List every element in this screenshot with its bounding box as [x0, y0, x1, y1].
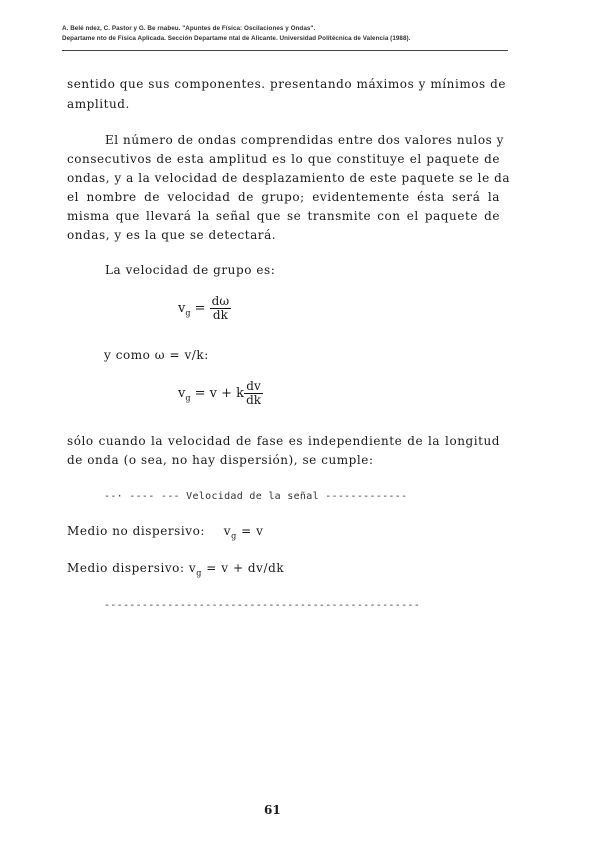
- eq1-denominator: dk: [212, 308, 228, 322]
- non-dispersive-rhs: = v: [236, 524, 264, 538]
- eq2-subscript: g: [185, 393, 191, 403]
- paragraph-line: misma que llevará la señal que se transmite con el paquete de: [67, 209, 500, 223]
- header-citation-line: A. Belé ndez, C. Pastor y G. Be rnabeu. "Apuntes de Física: Oscilaciones y Ondas".: [62, 25, 316, 32]
- paragraph-line: ondas, y a la velocidad de desplazamiento de este paquete se le da: [67, 171, 511, 185]
- dispersive-lhs: v: [188, 561, 197, 575]
- paragraph-line: sentido que sus componentes. presentando máximos y mínimos de: [67, 77, 506, 91]
- eq2-numerator: dv: [246, 379, 261, 393]
- paragraph-line: sólo cuando la velocidad de fase es independiente de la longitud: [67, 434, 500, 448]
- non-dispersive-medium-row: [67, 524, 263, 540]
- non-dispersive-lhs: v: [223, 524, 232, 538]
- eq1-operator: =: [194, 301, 206, 316]
- eq1-numerator: dω: [211, 294, 230, 308]
- eq1-subscript: g: [185, 308, 191, 318]
- header-affiliation-line: Departame nto de Física Aplicada. Sección Departame ntal de Alicante. Universidad Politécnica de Valencia (1988).: [62, 35, 411, 42]
- eq2-fraction: [244, 380, 263, 407]
- eq2-denominator: dk: [246, 393, 262, 407]
- equation-group-velocity: [178, 295, 231, 322]
- paragraph-line: de onda (o sea, no hay dispersión), se cumple:: [67, 453, 374, 467]
- dispersive-subscript: g: [196, 568, 202, 578]
- eq2-mid-terms: v + k: [209, 386, 245, 401]
- eq2-lhs: v: [178, 386, 186, 401]
- header-rule: [62, 50, 508, 51]
- eq2-operator: =: [194, 386, 206, 401]
- paragraph-line: amplitud.: [67, 97, 130, 111]
- paragraph-line: el nombre de velocidad de grupo; evidentemente ésta será la: [67, 190, 500, 204]
- dispersive-rhs: = v + dv/dk: [201, 561, 285, 575]
- eq1-fraction: [210, 295, 231, 322]
- paragraph-line: El número de ondas comprendidas entre dos valores nulos y: [105, 133, 504, 147]
- signal-velocity-title: --· ---- --- Velocidad de la señal -------------: [104, 491, 408, 502]
- paragraph-line: consecutivos de esta amplitud es lo que constituye el paquete de: [67, 152, 500, 166]
- page-number: 61: [264, 803, 281, 817]
- paragraph-line: ondas, y es la que se detectará.: [67, 228, 277, 242]
- and-as-text: y como ω = v/k:: [104, 348, 209, 362]
- equation-group-velocity-expanded: [178, 380, 263, 407]
- non-dispersive-label: Medio no dispersivo:: [67, 524, 205, 538]
- non-dispersive-subscript: g: [231, 531, 237, 541]
- eq1-lhs: v: [178, 301, 186, 316]
- group-velocity-intro: La velocidad de grupo es:: [105, 263, 276, 277]
- signal-box-bottom-rule: --------------------------------------------------: [104, 600, 421, 611]
- dispersive-medium-row: [67, 561, 284, 577]
- dispersive-label: Medio dispersivo:: [67, 561, 185, 575]
